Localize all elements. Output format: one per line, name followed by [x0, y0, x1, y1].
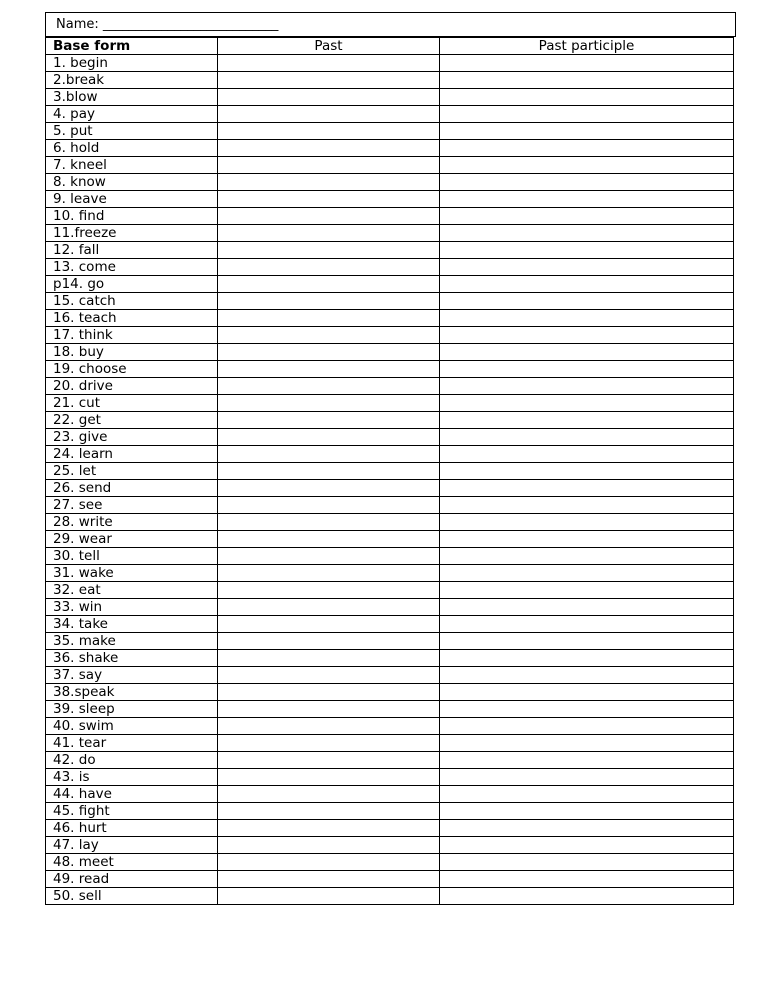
past-participle-cell[interactable]: [440, 803, 734, 820]
past-participle-cell[interactable]: [440, 531, 734, 548]
past-cell[interactable]: [218, 616, 440, 633]
past-cell[interactable]: [218, 344, 440, 361]
past-participle-cell[interactable]: [440, 106, 734, 123]
past-cell[interactable]: [218, 89, 440, 106]
past-participle-cell[interactable]: [440, 259, 734, 276]
past-cell[interactable]: [218, 837, 440, 854]
past-participle-cell[interactable]: [440, 582, 734, 599]
base-form-cell: 6. hold: [46, 140, 218, 157]
table-row: [46, 276, 734, 293]
past-participle-cell[interactable]: [440, 412, 734, 429]
past-participle-cell[interactable]: [440, 888, 734, 905]
past-participle-cell[interactable]: [440, 395, 734, 412]
past-cell[interactable]: [218, 803, 440, 820]
past-participle-cell[interactable]: [440, 854, 734, 871]
past-cell[interactable]: [218, 276, 440, 293]
past-participle-cell[interactable]: [440, 344, 734, 361]
base-form-cell: 25. let: [46, 463, 218, 480]
past-cell[interactable]: [218, 548, 440, 565]
table-row: [46, 89, 734, 106]
base-form-cell: 18. buy: [46, 344, 218, 361]
table-row: [46, 446, 734, 463]
base-form-cell: 24. learn: [46, 446, 218, 463]
base-form-cell: 47. lay: [46, 837, 218, 854]
past-participle-cell[interactable]: [440, 616, 734, 633]
base-form-cell: 7. kneel: [46, 157, 218, 174]
past-participle-cell[interactable]: [440, 701, 734, 718]
table-row: [46, 820, 734, 837]
table-row: [46, 157, 734, 174]
table-row: [46, 497, 734, 514]
past-cell[interactable]: [218, 769, 440, 786]
base-form-cell: 34. take: [46, 616, 218, 633]
past-cell[interactable]: [218, 718, 440, 735]
past-participle-cell[interactable]: [440, 276, 734, 293]
base-form-cell: 3.blow: [46, 89, 218, 106]
past-participle-cell[interactable]: [440, 548, 734, 565]
past-participle-cell[interactable]: [440, 429, 734, 446]
base-form-cell: 19. choose: [46, 361, 218, 378]
past-cell[interactable]: [218, 599, 440, 616]
base-form-cell: 4. pay: [46, 106, 218, 123]
past-participle-cell[interactable]: [440, 565, 734, 582]
base-form-cell: 29. wear: [46, 531, 218, 548]
table-row: [46, 667, 734, 684]
name-field[interactable]: [45, 12, 736, 37]
past-cell[interactable]: [218, 871, 440, 888]
base-form-cell: p14. go: [46, 276, 218, 293]
past-cell[interactable]: [218, 684, 440, 701]
base-form-cell: 33. win: [46, 599, 218, 616]
base-form-cell: 39. sleep: [46, 701, 218, 718]
table-row: [46, 514, 734, 531]
past-cell[interactable]: [218, 820, 440, 837]
past-participle-cell[interactable]: [440, 225, 734, 242]
past-cell[interactable]: [218, 242, 440, 259]
past-cell[interactable]: [218, 157, 440, 174]
past-participle-cell[interactable]: [440, 786, 734, 803]
base-form-cell: 22. get: [46, 412, 218, 429]
past-cell[interactable]: [218, 582, 440, 599]
base-form-cell: 50. sell: [46, 888, 218, 905]
table-row: [46, 123, 734, 140]
past-cell[interactable]: [218, 752, 440, 769]
past-participle-cell[interactable]: [440, 633, 734, 650]
past-participle-cell[interactable]: [440, 650, 734, 667]
past-participle-cell[interactable]: [440, 208, 734, 225]
past-participle-cell[interactable]: [440, 446, 734, 463]
past-cell[interactable]: [218, 225, 440, 242]
table-row: [46, 752, 734, 769]
table-row: [46, 293, 734, 310]
column-header-base-form: Base form: [46, 38, 218, 55]
table-row: [46, 650, 734, 667]
past-participle-cell[interactable]: [440, 89, 734, 106]
base-form-cell: 8. know: [46, 174, 218, 191]
verb-rows: [46, 55, 734, 905]
table-row: [46, 480, 734, 497]
table-row: [46, 803, 734, 820]
past-cell[interactable]: [218, 463, 440, 480]
table-row: [46, 242, 734, 259]
table-row: [46, 310, 734, 327]
base-form-cell: 32. eat: [46, 582, 218, 599]
past-participle-cell[interactable]: [440, 718, 734, 735]
base-form-cell: 23. give: [46, 429, 218, 446]
past-participle-cell[interactable]: [440, 837, 734, 854]
base-form-cell: 28. write: [46, 514, 218, 531]
table-row: [46, 412, 734, 429]
table-row: [46, 548, 734, 565]
table-row: [46, 531, 734, 548]
base-form-cell: 49. read: [46, 871, 218, 888]
base-form-cell: 35. make: [46, 633, 218, 650]
table-row: [46, 327, 734, 344]
base-form-cell: 15. catch: [46, 293, 218, 310]
past-participle-cell[interactable]: [440, 667, 734, 684]
past-participle-cell[interactable]: [440, 684, 734, 701]
base-form-cell: 5. put: [46, 123, 218, 140]
past-cell[interactable]: [218, 55, 440, 72]
past-participle-cell[interactable]: [440, 769, 734, 786]
past-cell[interactable]: [218, 327, 440, 344]
past-participle-cell[interactable]: [440, 820, 734, 837]
base-form-cell: 2.break: [46, 72, 218, 89]
past-participle-cell[interactable]: [440, 327, 734, 344]
base-form-cell: 44. have: [46, 786, 218, 803]
column-header-past-participle: Past participle: [440, 38, 734, 55]
column-header-past: Past: [218, 38, 440, 55]
past-cell[interactable]: [218, 633, 440, 650]
base-form-cell: 1. begin: [46, 55, 218, 72]
base-form-cell: 11.freeze: [46, 225, 218, 242]
table-row: [46, 616, 734, 633]
past-participle-cell[interactable]: [440, 752, 734, 769]
base-form-cell: 20. drive: [46, 378, 218, 395]
table-row: [46, 871, 734, 888]
past-participle-cell[interactable]: [440, 310, 734, 327]
base-form-cell: 10. find: [46, 208, 218, 225]
table-row: [46, 565, 734, 582]
table-row: [46, 174, 734, 191]
past-cell[interactable]: [218, 480, 440, 497]
table-row: [46, 55, 734, 72]
past-cell[interactable]: [218, 412, 440, 429]
past-cell[interactable]: [218, 259, 440, 276]
past-cell[interactable]: [218, 310, 440, 327]
past-participle-cell[interactable]: [440, 242, 734, 259]
past-cell[interactable]: [218, 361, 440, 378]
past-participle-cell[interactable]: [440, 191, 734, 208]
past-cell[interactable]: [218, 888, 440, 905]
table-row: [46, 463, 734, 480]
past-cell[interactable]: [218, 565, 440, 582]
table-row: [46, 718, 734, 735]
past-cell[interactable]: [218, 854, 440, 871]
table-row: [46, 888, 734, 905]
base-form-cell: 30. tell: [46, 548, 218, 565]
past-participle-cell[interactable]: [440, 378, 734, 395]
past-cell[interactable]: [218, 191, 440, 208]
base-form-cell: 31. wake: [46, 565, 218, 582]
table-row: [46, 259, 734, 276]
base-form-cell: 38.speak: [46, 684, 218, 701]
table-row: [46, 786, 734, 803]
base-form-cell: 37. say: [46, 667, 218, 684]
name-label: Name: ___________________________: [56, 17, 279, 32]
past-cell[interactable]: [218, 174, 440, 191]
base-form-cell: 27. see: [46, 497, 218, 514]
base-form-cell: 26. send: [46, 480, 218, 497]
table-row: [46, 429, 734, 446]
table-row: [46, 701, 734, 718]
table-row: [46, 769, 734, 786]
table-row: [46, 735, 734, 752]
past-participle-cell[interactable]: [440, 599, 734, 616]
table-row: [46, 854, 734, 871]
past-cell[interactable]: [218, 531, 440, 548]
table-row: [46, 599, 734, 616]
base-form-cell: 21. cut: [46, 395, 218, 412]
base-form-cell: 43. is: [46, 769, 218, 786]
table-row: [46, 225, 734, 242]
table-row: [46, 361, 734, 378]
table-row: [46, 633, 734, 650]
table-header-row: [46, 38, 734, 55]
past-cell[interactable]: [218, 650, 440, 667]
past-cell[interactable]: [218, 429, 440, 446]
base-form-cell: 16. teach: [46, 310, 218, 327]
past-cell[interactable]: [218, 667, 440, 684]
table-row: [46, 72, 734, 89]
past-participle-cell[interactable]: [440, 463, 734, 480]
past-participle-cell[interactable]: [440, 735, 734, 752]
past-cell[interactable]: [218, 208, 440, 225]
base-form-cell: 12. fall: [46, 242, 218, 259]
base-form-cell: 36. shake: [46, 650, 218, 667]
past-participle-cell[interactable]: [440, 157, 734, 174]
past-participle-cell[interactable]: [440, 174, 734, 191]
past-participle-cell[interactable]: [440, 480, 734, 497]
past-participle-cell[interactable]: [440, 514, 734, 531]
past-cell[interactable]: [218, 72, 440, 89]
past-participle-cell[interactable]: [440, 497, 734, 514]
past-cell[interactable]: [218, 123, 440, 140]
base-form-cell: 46. hurt: [46, 820, 218, 837]
past-cell[interactable]: [218, 735, 440, 752]
past-participle-cell[interactable]: [440, 361, 734, 378]
verb-table: [45, 37, 734, 905]
past-cell[interactable]: [218, 514, 440, 531]
past-cell[interactable]: [218, 378, 440, 395]
past-cell[interactable]: [218, 497, 440, 514]
past-cell[interactable]: [218, 786, 440, 803]
table-row: [46, 140, 734, 157]
table-row: [46, 191, 734, 208]
past-cell[interactable]: [218, 446, 440, 463]
base-form-cell: 48. meet: [46, 854, 218, 871]
base-form-cell: 40. swim: [46, 718, 218, 735]
past-participle-cell[interactable]: [440, 123, 734, 140]
table-row: [46, 344, 734, 361]
past-cell[interactable]: [218, 106, 440, 123]
base-form-cell: 17. think: [46, 327, 218, 344]
past-participle-cell[interactable]: [440, 871, 734, 888]
past-participle-cell[interactable]: [440, 293, 734, 310]
table-row: [46, 684, 734, 701]
base-form-cell: 42. do: [46, 752, 218, 769]
past-cell[interactable]: [218, 293, 440, 310]
past-participle-cell[interactable]: [440, 55, 734, 72]
table-row: [46, 378, 734, 395]
past-cell[interactable]: [218, 701, 440, 718]
table-row: [46, 208, 734, 225]
table-row: [46, 582, 734, 599]
base-form-cell: 45. fight: [46, 803, 218, 820]
base-form-cell: 13. come: [46, 259, 218, 276]
base-form-cell: 41. tear: [46, 735, 218, 752]
base-form-cell: 9. leave: [46, 191, 218, 208]
table-row: [46, 106, 734, 123]
table-row: [46, 395, 734, 412]
past-participle-cell[interactable]: [440, 140, 734, 157]
past-cell[interactable]: [218, 395, 440, 412]
past-cell[interactable]: [218, 140, 440, 157]
past-participle-cell[interactable]: [440, 72, 734, 89]
table-row: [46, 837, 734, 854]
